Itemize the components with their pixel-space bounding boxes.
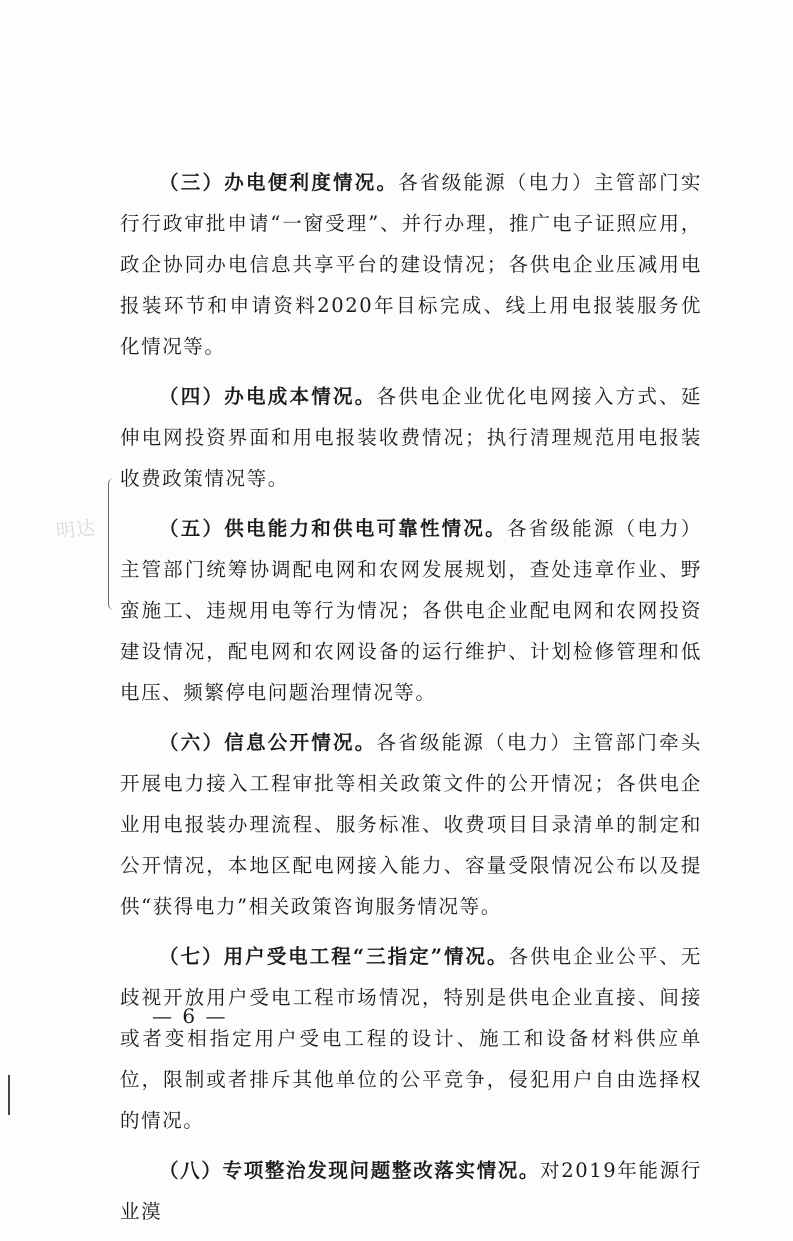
paragraph-section-8 <box>120 1150 702 1232</box>
section-7-heading: （七）用户受电工程“三指定”情况。 <box>159 945 509 968</box>
section-8-heading: （八）专项整治发现问题整改落实情况。 <box>159 1159 541 1182</box>
section-4-text: 各供电企业优化电网接入方式、延伸电网投资界面和用电报装收费情况；执行清理规范用电报装收费政策情况等。 <box>120 385 702 490</box>
section-6-heading: （六）信息公开情况。 <box>159 731 377 754</box>
section-7-text: 各供电企业公平、无歧视开放用户受电工程市场情况，特别是供电企业直接、间接或者变相指定用户受电工程的设计、施工和设备材料供应单位，限制或者排斥其他单位的公平竞争，侵犯用户自由选择权的情况。 <box>120 945 702 1132</box>
paragraph-section-7 <box>120 936 702 1141</box>
section-3-heading: （三）办电便利度情况。 <box>159 171 399 194</box>
document-body <box>120 162 702 1241</box>
section-5-heading: （五）供电能力和供电可靠性情况。 <box>159 517 507 540</box>
margin-bracket-mark <box>108 478 119 610</box>
page-number: — 6 — <box>152 1004 228 1028</box>
section-4-heading: （四）办电成本情况。 <box>159 385 377 408</box>
paragraph-section-6 <box>120 722 702 927</box>
paragraph-section-3 <box>120 162 702 367</box>
margin-stamp: 明达 <box>55 516 98 544</box>
section-8-text: 对2019年能源行业漠 <box>120 1159 702 1223</box>
section-3-text: 各省级能源（电力）主管部门实行行政审批申请“一窗受理”、并行办理，推广电子证照应用，政企协同办电信息共享平台的建设情况；各供电企业压减用电报装环节和申请资料2020年目标完成、线上用电报装服务优化情况等。 <box>120 171 702 358</box>
scan-edge-line <box>8 1075 10 1115</box>
paragraph-section-5 <box>120 508 702 713</box>
section-6-text: 各省级能源（电力）主管部门牵头开展电力接入工程审批等相关政策文件的公开情况；各供电企业用电报装办理流程、服务标准、收费项目目录清单的制定和公开情况，本地区配电网接入能力、容量受限情况公布以及提供“获得电力”相关政策咨询服务情况等。 <box>120 731 702 918</box>
paragraph-section-4 <box>120 376 702 499</box>
section-5-text: 各省级能源（电力）主管部门统筹协调配电网和农网发展规划，查处违章作业、野蛮施工、违规用电等行为情况；各供电企业配电网和农网投资建设情况，配电网和农网设备的运行维护、计划检修管理和低电压、频繁停电问题治理情况等。 <box>120 517 702 704</box>
